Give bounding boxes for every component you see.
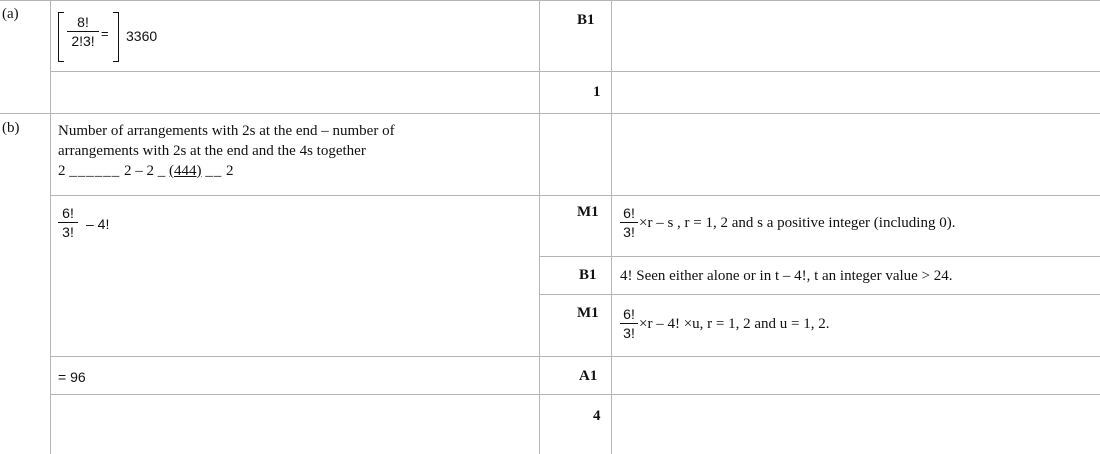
mark-b1-a: B1 [577, 12, 595, 28]
row-divider-top [0, 0, 1100, 1]
method-line-1: Number of arrangements with 2s at the end – number of [58, 123, 395, 139]
result-a: 3360 [126, 28, 158, 44]
column-divider-answer [539, 0, 540, 454]
expression-rest: – 4! [86, 216, 110, 232]
fraction-numerator: 8! [77, 14, 89, 30]
column-divider-mark [611, 0, 612, 454]
pattern-dashes-end: __ [205, 163, 223, 179]
arrangement-pattern [58, 161, 234, 181]
row-divider-b-expr [50, 195, 1100, 196]
note-fraction-2 [620, 306, 638, 341]
fraction-bar [58, 222, 78, 223]
mark-a1: A1 [579, 368, 598, 384]
fraction-numerator: 6! [623, 306, 635, 322]
fraction-denominator: 3! [623, 325, 635, 341]
pattern-end: 2 [226, 163, 234, 179]
fraction-bar [620, 222, 638, 223]
subtotal-b: 4 [593, 408, 601, 424]
part-label-b: (b) [2, 120, 20, 136]
pattern-gap: _ [157, 163, 166, 179]
fraction-numerator: 6! [62, 205, 74, 221]
fraction-denominator: 2!3! [71, 33, 95, 49]
pattern-mid: 2 – 2 [124, 163, 154, 179]
method-line-2: arrangements with 2s at the end and the 4s together [58, 143, 366, 159]
fraction-denominator: 3! [623, 224, 635, 240]
fraction-a [67, 14, 99, 49]
pattern-group: (444) [169, 163, 202, 179]
fraction-bar [67, 31, 99, 32]
fraction-b [58, 205, 78, 240]
column-divider-part [50, 0, 51, 454]
fraction-numerator: 6! [623, 205, 635, 221]
note-fraction-1 [620, 205, 638, 240]
row-divider-b [0, 113, 1100, 114]
pattern-dashes: ______ [69, 163, 121, 179]
note-b1-b: 4! Seen either alone or in t – 4!, t an integer value > 24. [620, 268, 953, 284]
row-divider-subtotal [50, 394, 1100, 395]
fraction-denominator: 3! [62, 224, 74, 240]
pattern-start: 2 [58, 163, 66, 179]
equals-sign: = [101, 26, 109, 41]
row-divider-mark-b1 [539, 256, 1100, 257]
mark-m1-second: M1 [577, 305, 599, 321]
bracket-right [113, 12, 119, 62]
row-divider-a-sub [50, 71, 1100, 72]
fraction-bar [620, 323, 638, 324]
mark-m1-first: M1 [577, 204, 599, 220]
part-label-a: (a) [2, 6, 19, 22]
note-m1-first: ×r – s , r = 1, 2 and s a positive integer (including 0). [639, 215, 956, 231]
row-divider-mark-m1 [539, 294, 1100, 295]
mark-b1-b: B1 [579, 267, 597, 283]
note-m1-second: ×r – 4! ×u, r = 1, 2 and u = 1, 2. [639, 316, 830, 332]
row-divider-final [50, 356, 1100, 357]
bracket-left [58, 12, 64, 62]
subtotal-a: 1 [593, 84, 601, 100]
final-answer: = 96 [58, 369, 86, 385]
